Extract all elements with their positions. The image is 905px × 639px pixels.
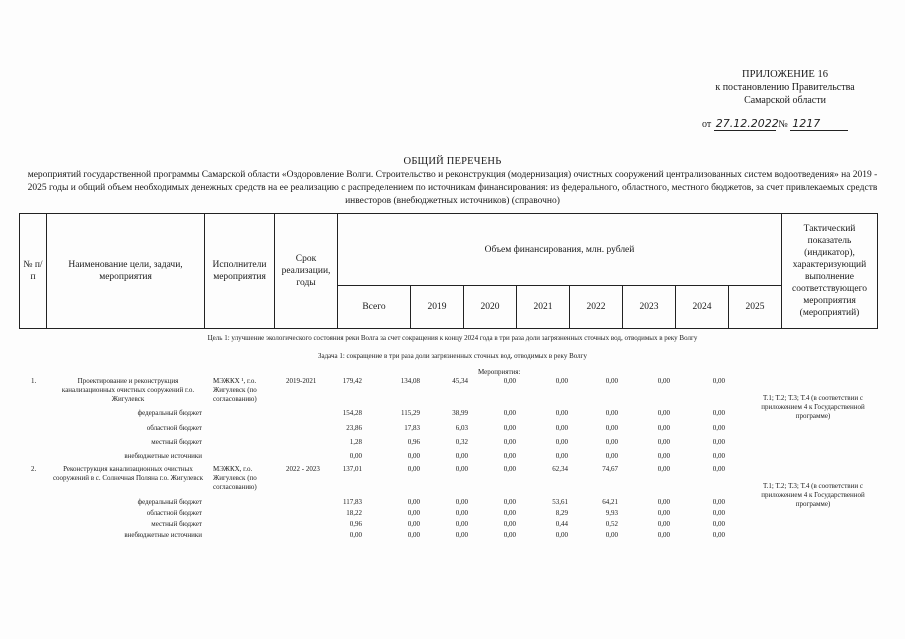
funding-value-cell: 0,00: [555, 424, 568, 432]
funding-value-cell: 0,00: [455, 452, 468, 460]
funding-value-cell: 0,00: [605, 531, 618, 539]
funding-value-cell: 0,00: [455, 498, 468, 506]
measure-indicator: Т.1; Т.2; Т.3; Т.4 (в соответствии с приложением 4 к Государственной программе): [761, 482, 865, 508]
funding-value-cell: 8,29: [555, 509, 568, 517]
document-subtitle: мероприятий государственной программы Самарской области «Оздоровление Волги. Строительство и реконструкция (модернизация) очистных сооружений централизованных систем водоотведения» на 2019 - 2025 годы и общий объем необходимых денежных средств на ее реализацию с распределением по источникам финансирования: из федерального, областного, местного бюджетов, за счет привлекаемых средств инвесторов (внебюджетных источников) (справочно): [27, 170, 878, 206]
goal-line: Цель 1: улучшение экологического состояния реки Волга за счет сокращения к концу 2024 года в три раза доли загрязненных сточных вод, отводимых в реку Волгу: [207, 334, 698, 342]
funding-value-cell: 154,28: [342, 409, 362, 417]
col-year: 2023: [623, 286, 676, 329]
funding-value-cell: 18,22: [346, 509, 362, 517]
col-year: 2019: [411, 286, 464, 329]
funding-value-cell: 134,08: [400, 377, 420, 385]
funding-value-cell: 0,00: [657, 465, 670, 473]
funding-value-cell: 0,00: [455, 531, 468, 539]
funding-source-label: местный бюджет: [151, 438, 202, 446]
funding-source-label: федеральный бюджет: [137, 498, 202, 506]
measure-name: Проектирование и реконструкция канализационных очистных сооружений г.о. Жигулевск: [61, 377, 195, 403]
funding-value-cell: 0,00: [555, 452, 568, 460]
funding-value-cell: 0,00: [503, 520, 516, 528]
funding-value-cell: 0,52: [605, 520, 618, 528]
funding-value-cell: 38,99: [452, 409, 468, 417]
funding-value-cell: 0,00: [712, 520, 725, 528]
funding-value-cell: 0,32: [455, 438, 468, 446]
funding-source-label: областной бюджет: [146, 509, 202, 517]
handwritten-number: 1217: [790, 117, 848, 131]
funding-value-cell: 17,83: [404, 424, 420, 432]
funding-value-cell: 0,00: [712, 377, 725, 385]
funding-source-label: внебюджетные источники: [124, 452, 202, 460]
funding-value-cell: 0,00: [503, 452, 516, 460]
funding-value-cell: 23,86: [346, 424, 362, 432]
col-year: 2024: [676, 286, 729, 329]
measure-number: 2.: [31, 465, 37, 473]
funding-value-cell: 179,42: [342, 377, 362, 385]
col-funding: Объем финансирования, млн. рублей: [338, 214, 782, 286]
measure-name: Реконструкция канализационных очистных сооружений в с. Солнечная Поляна г.о. Жигулевск: [52, 465, 204, 482]
measure-term: 2022 - 2023: [286, 465, 320, 473]
appendix-title: ПРИЛОЖЕНИЕ 16: [742, 69, 828, 80]
funding-value-cell: 0,00: [712, 509, 725, 517]
funding-value-cell: 0,00: [605, 377, 618, 385]
resolution-date-line: [702, 117, 848, 131]
from-label: от: [702, 119, 712, 130]
funding-value-cell: 0,00: [555, 438, 568, 446]
funding-value-cell: 0,00: [503, 409, 516, 417]
funding-value-cell: 0,00: [605, 452, 618, 460]
funding-value-cell: 62,34: [552, 465, 568, 473]
measure-executor: МЭЖКХ, г.о. Жигулевск (по согласованию): [213, 465, 257, 491]
col-year: 2020: [464, 286, 517, 329]
funding-value-cell: 0,00: [657, 509, 670, 517]
funding-value-cell: 0,00: [349, 452, 362, 460]
funding-value-cell: 6,03: [455, 424, 468, 432]
funding-value-cell: 64,21: [602, 498, 618, 506]
funding-value-cell: 0,00: [503, 498, 516, 506]
funding-table-header: [19, 213, 878, 329]
funding-source-label: федеральный бюджет: [137, 409, 202, 417]
col-name: Наименование цели, задачи, мероприятия: [47, 214, 205, 329]
col-total: Всего: [338, 286, 411, 329]
funding-value-cell: 0,00: [503, 377, 516, 385]
funding-value-cell: 0,00: [503, 424, 516, 432]
measure-executor: МЭЖКХ ¹, г.о. Жигулевск (по согласованию): [213, 377, 257, 403]
measure-number: 1.: [31, 377, 37, 385]
funding-value-cell: 0,00: [503, 438, 516, 446]
funding-value-cell: 53,61: [552, 498, 568, 506]
funding-value-cell: 0,00: [657, 438, 670, 446]
funding-source-label: областной бюджет: [146, 424, 202, 432]
funding-value-cell: 0,00: [349, 531, 362, 539]
funding-value-cell: 0,00: [657, 409, 670, 417]
funding-value-cell: 117,83: [343, 498, 362, 506]
funding-value-cell: 0,00: [503, 531, 516, 539]
document-title: ОБЩИЙ ПЕРЕЧЕНЬ: [403, 156, 502, 167]
appendix-header: [690, 68, 880, 107]
funding-value-cell: 0,00: [657, 424, 670, 432]
funding-value-cell: 0,00: [407, 520, 420, 528]
funding-value-cell: 0,00: [712, 531, 725, 539]
funding-value-cell: 0,00: [712, 409, 725, 417]
funding-value-cell: 0,00: [555, 409, 568, 417]
funding-value-cell: 0,00: [657, 531, 670, 539]
funding-value-cell: 0,00: [503, 509, 516, 517]
handwritten-date: 27.12.2022: [715, 117, 779, 130]
measures-label: Мероприятия:: [478, 368, 521, 376]
col-year: 2025: [729, 286, 782, 329]
appendix-line-2: Самарской области: [744, 95, 826, 106]
appendix-line-1: к постановлению Правительства: [715, 82, 855, 93]
funding-value-cell: 0,00: [605, 424, 618, 432]
funding-value-cell: 137,01: [342, 465, 362, 473]
funding-value-cell: 74,67: [602, 465, 618, 473]
funding-value-cell: 0,00: [455, 520, 468, 528]
funding-value-cell: 0,00: [657, 377, 670, 385]
funding-value-cell: 0,00: [605, 409, 618, 417]
funding-value-cell: 0,00: [657, 452, 670, 460]
col-executor: Исполнители мероприятия: [205, 214, 275, 329]
funding-source-label: местный бюджет: [151, 520, 202, 528]
col-indicator: Тактический показатель (индикатор), характеризующий выполнение соответствующего мероприятия (мероприятий): [782, 214, 878, 329]
funding-value-cell: 0,00: [407, 531, 420, 539]
funding-value-cell: 0,00: [555, 531, 568, 539]
measure-indicator: Т.1; Т.2; Т.3; Т.4 (в соответствии с приложением 4 к Государственной программе): [761, 394, 865, 420]
funding-value-cell: 0,00: [712, 465, 725, 473]
funding-value-cell: 0,96: [407, 438, 420, 446]
funding-value-cell: 45,34: [452, 377, 468, 385]
funding-value-cell: 0,00: [712, 438, 725, 446]
funding-value-cell: 0,00: [407, 509, 420, 517]
col-term: Срок реализации, годы: [275, 214, 338, 329]
funding-value-cell: 0,00: [455, 465, 468, 473]
funding-value-cell: 0,00: [657, 520, 670, 528]
number-label: №: [778, 119, 788, 130]
funding-value-cell: 0,00: [555, 377, 568, 385]
funding-value-cell: 0,00: [712, 498, 725, 506]
funding-value-cell: 0,00: [503, 465, 516, 473]
funding-value-cell: 0,00: [407, 465, 420, 473]
task-line: Задача 1: сокращение в три раза доли загрязненных сточных вод, отводимых в реку Волгу: [317, 352, 588, 360]
funding-value-cell: 0,96: [349, 520, 362, 528]
funding-value-cell: 0,00: [712, 424, 725, 432]
funding-source-label: внебюджетные источники: [124, 531, 202, 539]
funding-value-cell: 1,28: [349, 438, 362, 446]
funding-value-cell: 0,00: [605, 438, 618, 446]
col-num: № п/п: [20, 214, 47, 329]
funding-value-cell: 0,00: [712, 452, 725, 460]
col-year: 2021: [517, 286, 570, 329]
funding-value-cell: 9,93: [605, 509, 618, 517]
funding-value-cell: 0,00: [455, 509, 468, 517]
funding-value-cell: 115,29: [401, 409, 420, 417]
funding-value-cell: 0,00: [657, 498, 670, 506]
col-year: 2022: [570, 286, 623, 329]
measure-term: 2019-2021: [286, 377, 317, 385]
funding-value-cell: 0,00: [407, 452, 420, 460]
funding-value-cell: 0,44: [555, 520, 568, 528]
funding-value-cell: 0,00: [407, 498, 420, 506]
